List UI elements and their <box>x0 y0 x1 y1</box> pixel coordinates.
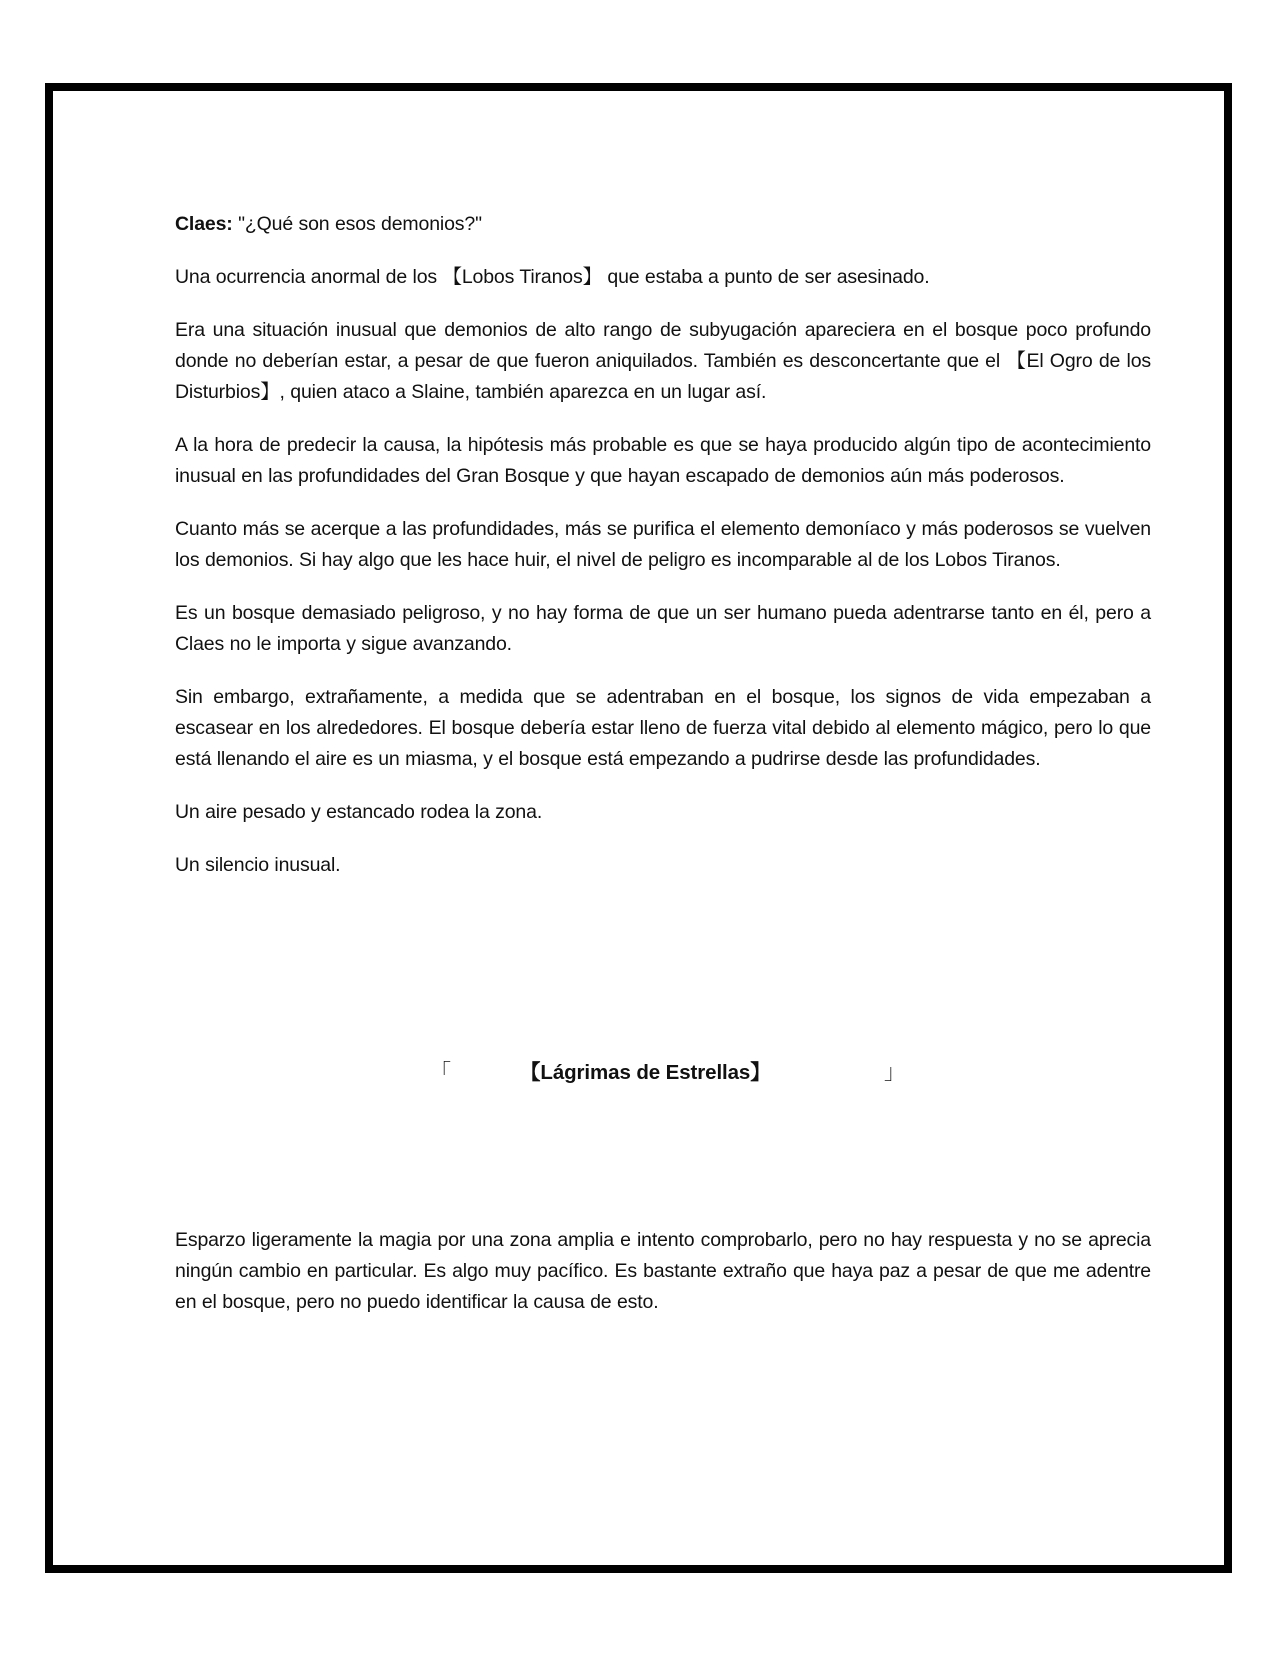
document-text-column <box>175 209 1151 1318</box>
paragraph-bosque-peligroso: Es un bosque demasiado peligroso, y no hay forma de que un ser humano pueda adentrarse tanto en él, pero a Claes no le importa y sigue avanzando. <box>175 602 1151 655</box>
paragraph-silencio: Un silencio inusual. <box>175 854 341 876</box>
paragraph-signos-de-vida: Sin embargo, extrañamente, a medida que se adentraban en el bosque, los signos de vida empezaban a escasear en los alrededores. El bosque debería estar lleno de fuerza vital debido al elemento mágico, pero lo que está llenando el aire es un miasma, y el bosque está empezando a pudrirse desde las profundidades. <box>175 686 1151 770</box>
spacer-above-skill-line <box>175 903 1151 1053</box>
speaker-quote: "¿Qué son esos demonios?" <box>232 213 482 235</box>
speaker-label: Claes: <box>175 213 233 235</box>
paragraph-lobos-tiranos: Una ocurrencia anormal de los 【Lobos Tiranos】 que estaba a punto de ser asesinado. <box>175 266 930 288</box>
paragraph-hipotesis: A la hora de predecir la causa, la hipótesis más probable es que se haya producido algún tipo de acontecimiento inusual en las profundidades del Gran Bosque y que hayan escapado de demonios aún más poderosos. <box>175 434 1151 487</box>
page-border-frame <box>45 83 1232 1573</box>
skill-callout-line <box>175 1053 1151 1093</box>
paragraph-situacion-inusual: Era una situación inusual que demonios de alto rango de subyugación apareciera en el bosque poco profundo donde no deberían estar, a pesar de que fueron aniquilados. También es desconcertante que el 【El Ogro de los Disturbios】, quien ataco a Slaine, también aparezca en un lugar así. <box>175 319 1151 403</box>
corner-bracket-close-icon: 」 <box>884 1061 905 1084</box>
paragraph-claes-question <box>175 209 1151 240</box>
spacer-below-skill-line <box>175 1093 1151 1225</box>
paragraph-esparzo-magia: Esparzo ligeramente la magia por una zona amplia e intento comprobarlo, pero no hay respuesta y no se aprecia ningún cambio en particular. Es algo muy pacífico. Es bastante extraño que haya paz a pesar de que me adentre en el bosque, pero no puedo identificar la causa de esto. <box>175 1229 1151 1313</box>
paragraph-aire-pesado: Un aire pesado y estancado rodea la zona. <box>175 801 543 823</box>
corner-bracket-open-icon: 「 <box>430 1061 451 1084</box>
paragraph-profundidades: Cuanto más se acerque a las profundidades, más se purifica el elemento demoníaco y más poderosos se vuelven los demonios. Si hay algo que les hace huir, el nivel de peligro es incomparable al de los Lobos Tiranos. <box>175 518 1151 571</box>
skill-name-label: 【Lágrimas de Estrellas】 <box>520 1061 771 1084</box>
